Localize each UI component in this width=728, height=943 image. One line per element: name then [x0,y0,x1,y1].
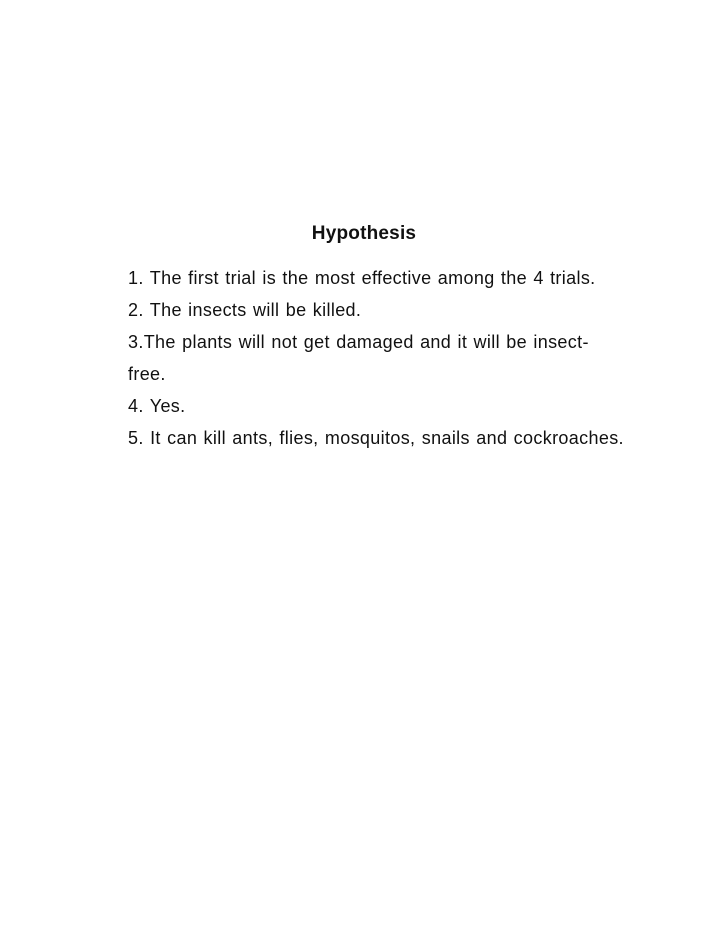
hypothesis-line-3-continued: free. [128,364,166,384]
hypothesis-line-4: 4. Yes. [128,396,186,416]
hypothesis-line-5: 5. It can kill ants, flies, mosquitos, snails and cockroaches. [128,428,624,448]
hypothesis-line-1: 1. The first trial is the most effective among the 4 trials. [128,268,596,288]
hypothesis-line-3: 3.The plants will not get damaged and it will be insect- [128,332,589,352]
page-title: Hypothesis [311,223,417,244]
hypothesis-list [128,262,648,454]
hypothesis-line-2: 2. The insects will be killed. [128,300,362,320]
